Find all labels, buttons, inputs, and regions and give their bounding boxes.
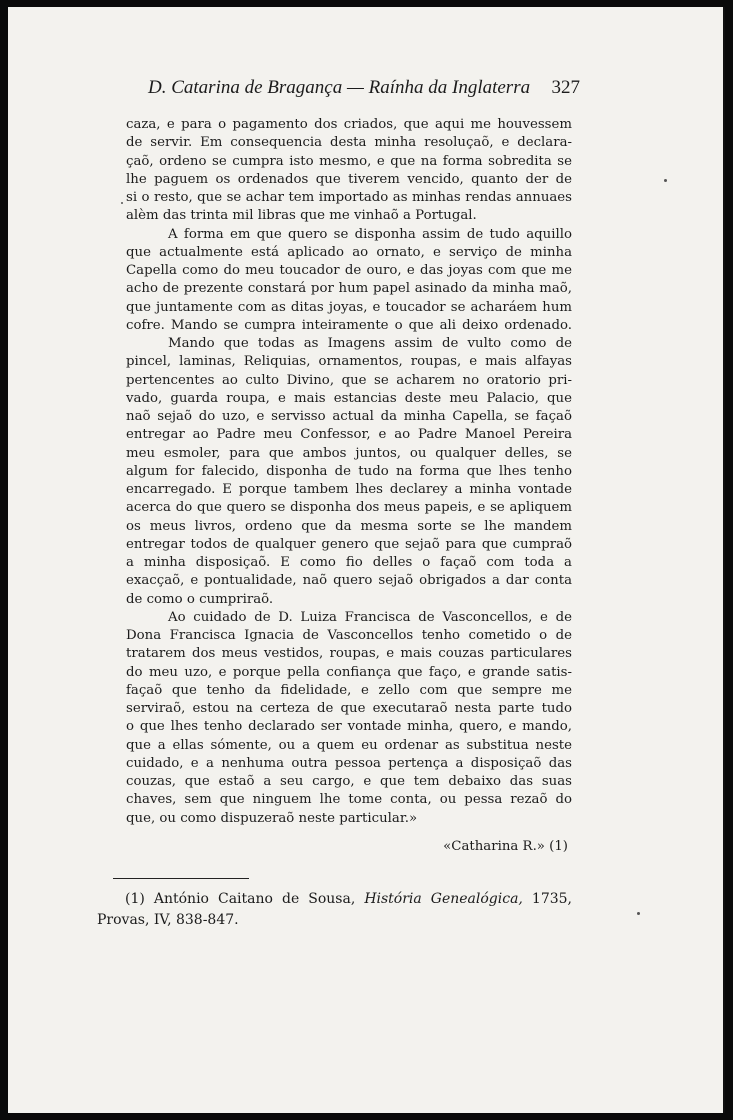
text-line: encarregado. E porque tambem lhes declarey a minha vontade — [126, 482, 572, 497]
text-line: algum for falecido, disponha de tudo na forma que lhes tenho — [126, 463, 572, 479]
print-speck — [664, 179, 667, 182]
text-line: que actualmente está aplicado ao ornato, e serviço de minha — [126, 244, 572, 260]
signature: «Catharina R.» (1) — [443, 838, 568, 854]
text-line: exacçaõ, e pontualidade, naõ quero sejaõ obrigados a dar conta — [126, 573, 572, 589]
text-line: serviraõ, estou na certeza de que executaraõ nesta parte tudo — [126, 701, 572, 716]
footnote-line — [97, 889, 572, 910]
footnote — [97, 889, 572, 931]
text-line: si o resto, que se achar tem importado as minhas rendas annuaes — [126, 190, 572, 205]
text-line: Capella como do meu toucador de ouro, e das joyas com que me — [126, 263, 572, 278]
text-line: o que lhes tenho declarado ser vontade minha, quero, e mando, — [126, 719, 572, 735]
text-line: entregar ao Padre meu Confessor, e ao Padre Manoel Pereira — [126, 427, 572, 443]
text-line: A forma em que quero se disponha assim de tudo aquillo — [168, 226, 572, 242]
text-line: chaves, sem que ninguem lhe tome conta, ou pessa rezaõ do — [126, 792, 572, 808]
print-speck — [637, 912, 640, 915]
body-text — [126, 116, 572, 856]
text-line: pincel, laminas, Reliquias, ornamentos, roupas, e mais alfayas — [126, 354, 572, 370]
text-line: acerca do que quero se disponha dos meus papeis, e se apliquem — [126, 500, 572, 516]
text-line: a minha disposiçaõ. E como fio delles o façaõ com toda a — [126, 555, 572, 570]
text-line: cuidado, e a nenhuma outra pessoa pertença a disposiçaõ das — [126, 755, 572, 771]
text-line: Dona Francisca Ignacia de Vasconcellos tenho cometido o de — [126, 628, 572, 643]
text-line: vado, guarda roupa, e mais estancias deste meu Palacio, que — [126, 390, 572, 406]
footnote-author: António Caitano de Sousa, — [153, 891, 356, 907]
text-line: de como o cumpriraõ. — [126, 591, 274, 607]
page-number: 327 — [551, 77, 580, 98]
text-line: meu esmoler, para que ambos juntos, ou qualquer delles, se — [126, 445, 572, 461]
text-line: lhe paguem os ordenados que tiverem vencido, quanto der de — [126, 171, 572, 187]
footnote-year: 1735, — [531, 891, 573, 907]
print-speck — [121, 202, 123, 204]
text-line: os meus livros, ordeno que da mesma sorte se lhe mandem — [126, 518, 572, 534]
text-line: que, ou como dispuzeraõ neste particular.» — [126, 810, 418, 826]
running-title: D. Catarina de Bragança — Raínha da Inglaterra — [148, 77, 531, 98]
text-line: tratarem dos meus vestidos, roupas, e mais couzas particulares — [126, 646, 572, 662]
text-line: caza, e para o pagamento dos criados, que aqui me houvessem — [126, 117, 572, 132]
running-header — [148, 77, 580, 105]
text-line: acho de prezente constará por hum papel asinado da minha maõ, — [126, 281, 572, 297]
text-line: do meu uzo, e porque pella confiança que faço, e grande satis- — [126, 664, 572, 680]
text-line: couzas, que estaõ a seu cargo, e que tem debaixo das suas — [126, 774, 572, 789]
text-line: façaõ que tenho da fidelidade, e zello com que sempre me — [126, 682, 572, 698]
footnote-marker: (1) — [125, 891, 145, 907]
text-line: alèm das trinta mil libras que me vinhaõ a Portugal. — [126, 208, 477, 224]
text-line: cofre. Mando se cumpra inteiramente o que ali deixo ordenado. — [126, 317, 572, 333]
text-line: de servir. Em consequencia desta minha resoluçaõ, e declara- — [126, 135, 572, 151]
text-line: Mando que todas as Imagens assim de vulto como de — [168, 336, 572, 351]
text-line: naõ sejaõ do uzo, e servisso actual da minha Capella, se façaõ — [126, 409, 572, 424]
text-line: que a ellas sómente, ou a quem eu ordenar as substitua neste — [126, 737, 572, 753]
footnote-line-2: Provas, IV, 838-847. — [97, 912, 239, 928]
text-line: que juntamente com as ditas joyas, e toucador se acharáem hum — [126, 299, 572, 315]
text-line: pertencentes ao culto Divino, que se acharem no oratorio pri- — [126, 372, 572, 388]
text-line: Ao cuidado de D. Luiza Francisca de Vasconcellos, e de — [168, 609, 572, 625]
text-line: çaõ, ordeno se cumpra isto mesmo, e que na forma sobredita se — [126, 153, 572, 169]
text-line: entregar todos de qualquer genero que sejaõ para que cumpraõ — [126, 536, 572, 552]
footnote-work: História Genealógica, — [364, 891, 523, 907]
footnote-rule — [113, 878, 249, 879]
